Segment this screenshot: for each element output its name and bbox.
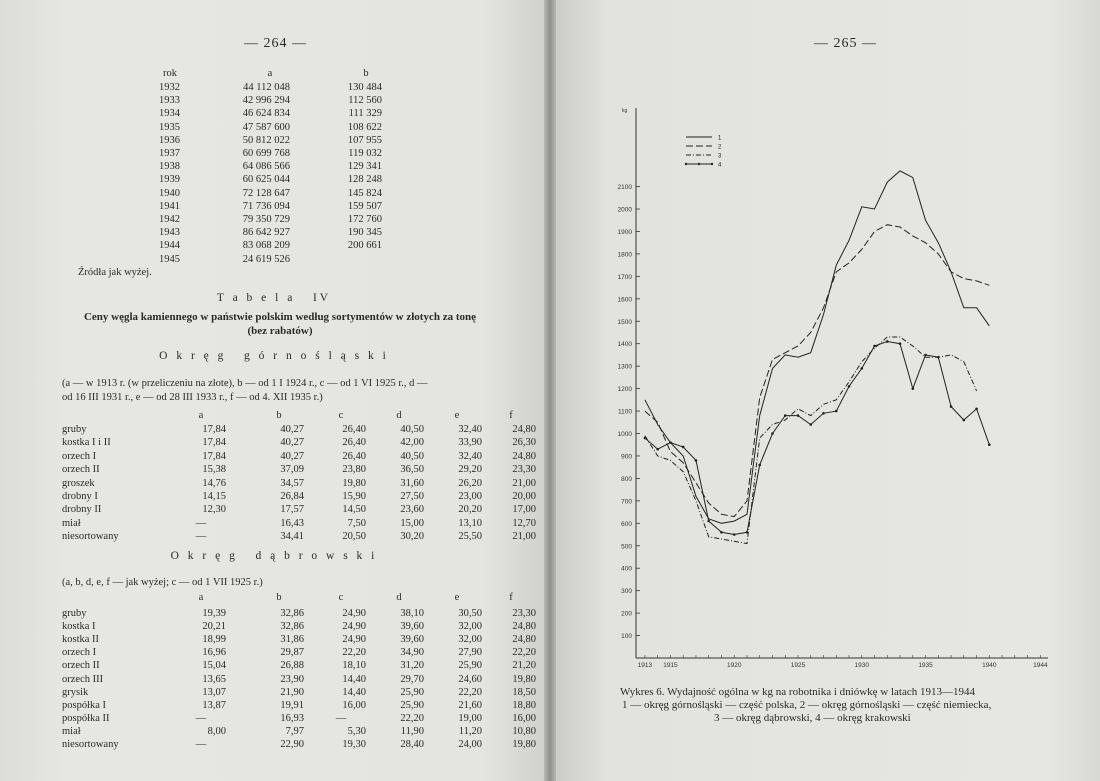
series-point-4: [682, 446, 685, 449]
chart-caption-line1: Wykres 6. Wydajność ogólna w kg na robotnika i dniówkę w latach 1913—1944: [620, 686, 975, 698]
y-tick-label: 700: [621, 498, 632, 506]
section2-row-label: miał: [62, 725, 81, 737]
section2-cell: —: [335, 712, 347, 724]
table-label: T a b e l a IV: [216, 292, 332, 304]
right-page-number: — 265 —: [814, 36, 877, 51]
table1-cell: 24 619 526: [242, 253, 290, 265]
section1-cell: 26,20: [458, 477, 482, 489]
series-point-4: [848, 385, 851, 388]
series-point-4: [963, 419, 966, 422]
section1-row-label: gruby: [62, 424, 87, 435]
section1-cell: 36,50: [400, 464, 424, 476]
table1-cell: 128 248: [347, 174, 382, 186]
section2-col-header: e: [454, 592, 460, 603]
section2-cell: 32,86: [280, 608, 304, 619]
y-tick-label: 1200: [617, 386, 632, 394]
section1-cell: 30,20: [400, 531, 424, 543]
section2-col-header: c: [338, 592, 344, 603]
section1-row-label: orzech I: [62, 450, 97, 462]
section1-cell: 21,00: [512, 477, 536, 489]
section1-cell: 26,84: [280, 491, 304, 502]
series-point-4: [924, 354, 927, 357]
table1-cell: 1936: [159, 134, 180, 146]
section1-cell: 16,43: [280, 517, 304, 529]
section1-col-header: f: [509, 410, 513, 421]
section1-cell: 40,50: [400, 424, 424, 435]
section1-cell: 14,76: [202, 477, 226, 489]
series-point-4: [835, 410, 838, 413]
section1-cell: 24,80: [512, 450, 536, 462]
x-tick-label: 1913: [637, 662, 653, 669]
section1-cell: 32,40: [458, 450, 482, 462]
series-line-4: [645, 342, 989, 535]
section2-row-label: gruby: [62, 608, 87, 619]
section2-cell: 16,93: [280, 712, 304, 724]
section2-cell: 14,40: [342, 673, 366, 685]
section1-cell: —: [195, 517, 207, 529]
section1-cell: 34,57: [280, 477, 304, 489]
table-title-line1: Ceny węgla kamiennego w państwie polskim według sortymentów w złotych za tonę: [83, 311, 476, 323]
table1-cell: 44 112 048: [243, 82, 290, 93]
table1-cell: 42 996 294: [242, 95, 290, 107]
section1-cell: 40,27: [280, 437, 304, 449]
section2-cell: 24,80: [512, 621, 536, 633]
section2-cell: 19,80: [512, 739, 536, 750]
section2-cell: 19,39: [202, 608, 226, 619]
series-point-4: [937, 356, 940, 359]
section1-row-label: drobny II: [62, 504, 102, 516]
table1-cell: 1942: [159, 214, 180, 225]
legend-label-4: 4: [718, 162, 722, 169]
table1-cell: 86 642 927: [242, 227, 290, 239]
table1-cell: 64 086 566: [242, 161, 290, 173]
section1-cell: 33,90: [458, 437, 482, 449]
series-line-2: [645, 225, 989, 517]
table1-cell: 71 736 094: [242, 200, 290, 212]
section2-cell: 14,40: [342, 686, 366, 698]
section1-cell: 20,20: [458, 504, 482, 516]
series-point-4: [758, 464, 761, 467]
section2-col-header: d: [396, 592, 402, 603]
section2-cell: 24,00: [458, 739, 482, 750]
table1-cell: 200 661: [347, 240, 382, 252]
table1-cell: 1934: [159, 108, 180, 120]
section1-cell: 26,30: [512, 437, 536, 449]
section2-cell: 25,90: [458, 660, 482, 672]
table1-cell: 1945: [159, 253, 180, 265]
section2-cell: 32,00: [458, 621, 482, 633]
y-tick-label: 800: [621, 475, 632, 483]
y-tick-label: 2100: [617, 184, 632, 192]
section2-cell: 25,90: [400, 686, 424, 698]
section2-row-label: pospółka I: [62, 699, 107, 711]
section2-row-label: orzech III: [62, 673, 104, 685]
series-point-4: [911, 387, 914, 390]
section2-row-label: grysik: [62, 686, 89, 698]
section2-cell: 16,00: [342, 699, 366, 711]
y-tick-label: 1100: [618, 408, 632, 416]
series-point-4: [707, 520, 710, 523]
table1-header: a: [267, 68, 273, 79]
section2-cell: 30,50: [458, 608, 482, 619]
x-tick-label: 1930: [854, 662, 870, 669]
series-point-4: [669, 441, 672, 444]
section2-cell: 16,00: [512, 712, 536, 724]
section-note-1a: (a — w 1913 r. (w przeliczeniu na złote), b — od 1 I 1924 r., c — od 1 VI 1925 r., d —: [62, 378, 428, 389]
section2-cell: 22,20: [458, 686, 482, 698]
section2-cell: 32,86: [280, 621, 304, 633]
section1-cell: 40,27: [280, 424, 304, 435]
legend-label-3: 3: [718, 153, 722, 160]
section2-row-label: niesortowany: [62, 739, 119, 750]
x-tick-label: 1915: [663, 662, 678, 669]
section2-cell: 24,90: [342, 621, 366, 633]
legend-dot-4: [698, 163, 700, 165]
table1-cell: 1939: [159, 174, 180, 186]
section2-cell: 24,60: [458, 673, 482, 685]
section2-cell: 31,20: [400, 660, 424, 672]
section1-row-label: niesortowany: [62, 531, 119, 543]
section1-cell: 15,90: [342, 491, 366, 502]
left-page-number: — 264 —: [244, 36, 307, 51]
legend-dot-4: [711, 163, 713, 165]
section2-cell: 22,90: [280, 739, 304, 750]
y-tick-label: 1400: [617, 341, 632, 349]
section2-cell: 11,20: [458, 725, 482, 737]
section1-row-label: kostka I i II: [62, 437, 111, 449]
section2-cell: 31,86: [280, 634, 304, 646]
section2-cell: 27,90: [458, 647, 482, 659]
section1-row-label: groszek: [62, 477, 95, 489]
table1-cell: 172 760: [347, 214, 382, 225]
chart-caption-line3: 3 — okręg dąbrowski, 4 — okręg krakowski: [714, 712, 911, 724]
table1-cell: 119 032: [348, 148, 382, 159]
section1-cell: 29,20: [458, 464, 482, 476]
section1-cell: 19,80: [342, 477, 366, 489]
table1-cell: 1941: [159, 200, 180, 212]
section1-cell: 42,00: [400, 437, 424, 449]
section2-cell: 19,00: [458, 712, 482, 724]
legend-label-1: 1: [718, 135, 722, 142]
section1-cell: 13,10: [458, 517, 482, 529]
section2-cell: 15,04: [202, 660, 226, 672]
section1-col-header: c: [338, 410, 344, 421]
table1-cell: 130 484: [347, 82, 382, 93]
table1-cell: 108 622: [347, 121, 382, 133]
series-point-4: [695, 459, 698, 462]
section1-cell: 25,50: [458, 531, 482, 543]
section2-row-label: kostka II: [62, 634, 100, 646]
table1-cell: 50 812 022: [242, 134, 290, 146]
table1-cell: 60 625 044: [242, 174, 290, 186]
table1-cell: 60 699 768: [242, 148, 290, 159]
series-point-4: [809, 423, 812, 426]
section1-cell: 14,50: [342, 504, 366, 516]
section2-cell: 18,80: [512, 699, 536, 711]
x-tick-label: 1935: [918, 662, 933, 669]
table1-cell: 1943: [159, 227, 180, 239]
y-tick-label: 1700: [617, 273, 632, 281]
table1-cell: 1935: [159, 121, 180, 133]
section1-row-label: miał: [62, 517, 81, 529]
table1-cell: 47 587 600: [242, 121, 290, 133]
section1-cell: 31,60: [400, 477, 424, 489]
series-point-4: [975, 408, 978, 411]
section2-col-header: b: [276, 592, 282, 603]
table1-cell: 46 624 834: [242, 108, 290, 120]
section1-cell: 20,50: [342, 531, 366, 543]
section2-row-label: kostka I: [62, 621, 96, 633]
table1-cell: 1940: [159, 187, 180, 199]
section1-col-header: d: [396, 410, 402, 421]
section1-cell: 17,57: [280, 504, 304, 516]
series-line-3: [645, 337, 977, 544]
section-heading-gornoslaski: O k r ę g g ó r n o ś l ą s k i: [159, 350, 389, 362]
section1-cell: 15,38: [202, 464, 226, 476]
x-tick-label: 1920: [726, 662, 742, 669]
table1-cell: 79 350 729: [242, 214, 290, 225]
section1-cell: 23,60: [400, 504, 424, 516]
section1-cell: 34,41: [280, 531, 304, 543]
table-title-line2: (bez rabatów): [247, 325, 313, 337]
series-point-4: [733, 533, 736, 536]
table1-cell: 112 560: [348, 95, 382, 107]
series-point-4: [720, 531, 723, 534]
section2-col-header: f: [509, 592, 513, 603]
table1-cell: 145 824: [347, 187, 382, 199]
section1-cell: 17,84: [202, 450, 226, 462]
section1-cell: 21,00: [512, 531, 536, 543]
section1-row-label: orzech II: [62, 464, 100, 476]
section1-cell: 26,40: [342, 424, 366, 435]
section2-cell: 10,80: [512, 725, 536, 737]
section1-cell: 23,00: [458, 491, 482, 502]
y-axis-label: kg: [622, 108, 628, 114]
legend-label-2: 2: [718, 144, 722, 151]
series-point-4: [797, 414, 800, 417]
section2-cell: 29,87: [280, 647, 304, 659]
series-point-4: [771, 432, 774, 435]
y-tick-label: 1900: [617, 228, 632, 236]
section2-cell: 13,65: [202, 673, 226, 685]
section2-cell: 7,97: [285, 725, 304, 737]
section1-cell: 17,84: [202, 437, 226, 449]
y-tick-label: 1000: [617, 431, 632, 439]
table1-cell: 1938: [159, 161, 180, 173]
section2-cell: 21,90: [280, 686, 304, 698]
section-heading-dabrowski: O k r ę g d ą b r o w s k i: [170, 550, 378, 562]
section2-cell: 23,30: [512, 608, 536, 619]
series-point-4: [899, 342, 902, 345]
section2-cell: 26,88: [280, 660, 304, 672]
y-tick-label: 2000: [617, 206, 632, 214]
x-tick-label: 1944: [1033, 662, 1048, 669]
section1-cell: 26,40: [342, 450, 366, 462]
section2-cell: —: [195, 712, 207, 724]
section1-cell: 26,40: [342, 437, 366, 449]
section2-cell: 8,00: [207, 725, 226, 737]
section1-cell: —: [195, 531, 207, 543]
series-line-1: [645, 171, 989, 523]
table1-cell: 1932: [159, 82, 180, 93]
table1-cell: 159 507: [347, 200, 382, 212]
section1-cell: 17,84: [202, 424, 226, 435]
section1-row-label: drobny I: [62, 491, 98, 502]
section2-cell: 19,80: [512, 673, 536, 685]
section2-cell: 16,96: [202, 647, 226, 659]
section2-cell: 13,07: [202, 686, 226, 698]
section2-cell: 18,10: [342, 660, 366, 672]
section1-cell: 12,70: [512, 517, 536, 529]
series-point-4: [988, 443, 991, 446]
section2-cell: 34,90: [400, 647, 424, 659]
section1-cell: 14,15: [202, 491, 226, 502]
section2-cell: 22,20: [342, 647, 366, 659]
section-note-2: (a, b, d, e, f — jak wyżej; c — od 1 VII 1925 r.): [62, 577, 263, 588]
section2-cell: 24,90: [342, 634, 366, 646]
section1-col-header: e: [454, 410, 460, 421]
section2-col-header: a: [198, 592, 204, 603]
section2-cell: 39,60: [400, 634, 424, 646]
section1-cell: 40,27: [280, 450, 304, 462]
section2-cell: 24,80: [512, 634, 536, 646]
section1-cell: 12,30: [202, 504, 226, 516]
series-point-4: [644, 437, 647, 440]
series-point-4: [950, 405, 953, 408]
section2-cell: 22,20: [512, 647, 536, 659]
series-point-4: [656, 448, 659, 451]
section2-cell: 11,90: [400, 725, 424, 737]
y-tick-label: 1500: [617, 318, 632, 326]
table1-header: b: [363, 68, 369, 79]
section1-cell: 24,80: [512, 424, 536, 435]
x-tick-label: 1925: [790, 662, 806, 669]
table1-cell: 107 955: [347, 134, 382, 146]
section1-cell: 20,00: [512, 491, 536, 502]
section2-cell: 19,91: [280, 699, 304, 711]
y-tick-label: 300: [621, 588, 632, 596]
series-point-4: [873, 345, 876, 348]
section2-cell: 13,87: [202, 699, 226, 711]
y-tick-label: 500: [621, 543, 632, 551]
y-tick-label: 1800: [617, 251, 632, 259]
section1-cell: 27,50: [400, 491, 424, 502]
section2-row-label: orzech II: [62, 660, 100, 672]
section1-cell: 23,80: [342, 464, 366, 476]
section2-cell: 22,20: [400, 712, 424, 724]
section1-cell: 23,30: [512, 464, 536, 476]
series-point-4: [746, 531, 749, 534]
section1-cell: 17,00: [512, 504, 536, 516]
section2-cell: —: [195, 739, 207, 750]
section2-cell: 38,10: [400, 608, 424, 619]
table1-cell: 72 128 647: [242, 187, 290, 199]
y-tick-label: 400: [621, 565, 632, 573]
section2-cell: 21,60: [458, 699, 482, 711]
section2-cell: 20,21: [202, 621, 226, 633]
source-note: Źródła jak wyżej.: [78, 267, 152, 278]
y-tick-label: 900: [621, 453, 632, 461]
section-note-1b: od 16 III 1931 r., e — od 28 III 1933 r., f — od 4. XII 1935 r.): [62, 392, 323, 403]
table1-cell: 1944: [159, 240, 180, 252]
section2-cell: 32,00: [458, 634, 482, 646]
table1-cell: 129 341: [347, 161, 382, 173]
section2-cell: 23,90: [280, 673, 304, 685]
legend-dot-4: [685, 163, 687, 165]
y-tick-label: 100: [621, 633, 632, 641]
series-point-4: [822, 412, 825, 415]
section2-cell: 39,60: [400, 621, 424, 633]
series-point-4: [886, 340, 889, 343]
section1-col-header: a: [198, 410, 204, 421]
section2-cell: 5,30: [347, 725, 366, 737]
section2-cell: 19,30: [342, 739, 366, 750]
section2-cell: 28,40: [400, 739, 424, 750]
section1-cell: 32,40: [458, 424, 482, 435]
section2-cell: 18,50: [512, 686, 536, 698]
section1-cell: 40,50: [400, 450, 424, 462]
table1-cell: 1937: [159, 148, 180, 159]
table1-cell: 190 345: [347, 227, 382, 239]
section1-cell: 37,09: [280, 464, 304, 476]
y-tick-label: 1300: [617, 363, 632, 371]
section1-cell: 15,00: [400, 517, 424, 529]
table1-cell: 83 068 209: [242, 240, 290, 252]
y-tick-label: 600: [621, 520, 632, 528]
section2-cell: 24,90: [342, 608, 366, 619]
section1-cell: 7,50: [347, 517, 366, 529]
chart-caption-line2: 1 — okręg górnośląski — część polska, 2 — okręg górnośląski — część niemiecka,: [622, 699, 992, 711]
table1-cell: 1933: [159, 95, 180, 107]
series-point-4: [784, 414, 787, 417]
section2-cell: 25,90: [400, 699, 424, 711]
section2-row-label: pospółka II: [62, 712, 110, 724]
section2-row-label: orzech I: [62, 647, 97, 659]
section2-cell: 18,99: [202, 634, 226, 646]
section1-col-header: b: [276, 410, 282, 421]
table1-cell: 111 329: [348, 108, 382, 120]
series-point-4: [860, 367, 863, 370]
table1-header: rok: [163, 68, 177, 79]
section2-cell: 21,20: [512, 660, 536, 672]
x-tick-label: 1940: [982, 662, 997, 669]
y-tick-label: 200: [621, 610, 632, 618]
y-tick-label: 1600: [617, 296, 632, 304]
section2-cell: 29,70: [400, 673, 424, 685]
